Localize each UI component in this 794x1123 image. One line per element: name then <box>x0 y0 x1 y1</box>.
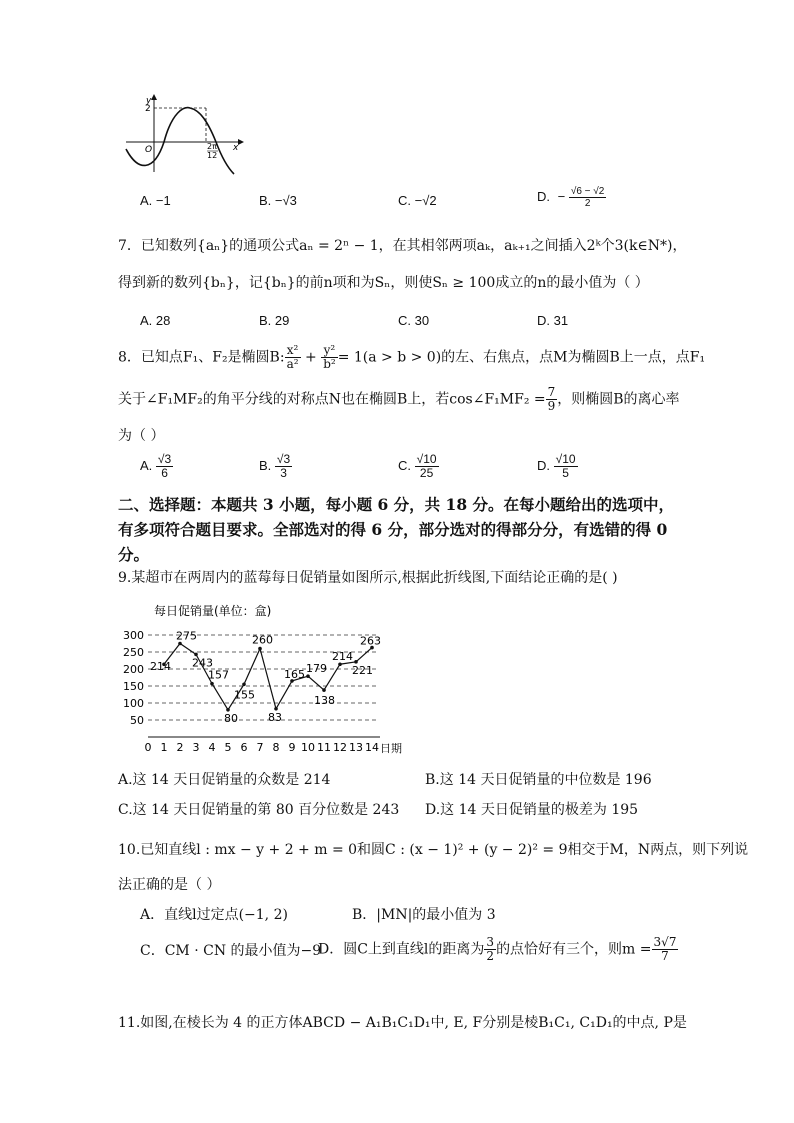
chart-data-label: 83 <box>268 710 282 724</box>
q10-d-frac-num: 3 <box>486 935 495 949</box>
q6-x-label: x <box>233 143 239 153</box>
chart-y-tick-label: 100 <box>123 697 144 710</box>
q7-line-1: 7．已知数列{aₙ}的通项公式aₙ = 2ⁿ − 1，在其相邻两项aₖ，aₖ₊₁之间插入2ᵏ个3(k∈N*)， <box>118 238 687 254</box>
q9-option-a: A.这 14 天日促销量的众数是 214 <box>118 772 331 788</box>
q8-x-den: a² <box>286 357 299 371</box>
chart-x-tick-label: 9 <box>288 741 296 754</box>
q10-option-d <box>318 936 678 963</box>
q10-line-1: 10.已知直线l : mx − y + 2 + m = 0和圆C : (x − 1)² + (y − 2)² = 9相交于M，N两点，则下列说 <box>118 842 749 858</box>
q8-option-a-den: 6 <box>161 466 168 480</box>
section-2-line-1: 二、选择题：本题共 3 小题，每小题 6 分，共 18 分。在每小题给出的选项中， <box>118 495 675 514</box>
q8-line-2b: ，则椭圆B的离心率 <box>557 391 680 408</box>
q6-option-d: D. − $\frac{√6 - √2}{2}$ <box>537 186 605 209</box>
q6-option-a: A. −1 <box>140 193 171 208</box>
chart-data-label: 165 <box>284 667 305 681</box>
q10-line-2: 法正确的是（ ） <box>118 877 221 893</box>
chart-x-tick-label: 5 <box>224 741 232 754</box>
q7-line-2: 得到新的数列{bₙ}，记{bₙ}的前n项和为Sₙ，则使Sₙ ≥ 100成立的n的最小值为（ ） <box>118 275 649 291</box>
q7-option-b: B. 29 <box>259 313 290 328</box>
q6-origin-label: O <box>145 145 153 155</box>
chart-point <box>210 682 214 686</box>
q8-option-d-label: D. <box>537 457 550 473</box>
q6-option-d-label: D. <box>537 188 550 204</box>
q10-option-d-b: 的点恰好有三个，则m = <box>496 941 652 958</box>
q9-line-chart <box>118 600 418 760</box>
q6-option-b: B. −√3 <box>259 193 297 208</box>
q9-option-d: D.这 14 天日促销量的极差为 195 <box>425 802 639 818</box>
chart-x-tick-label: 1 <box>160 741 168 754</box>
chart-point <box>322 688 326 692</box>
q8-option-b-num: √3 <box>276 452 291 466</box>
q8-option-d-num: √10 <box>555 452 576 466</box>
chart-x-tick-label: 10 <box>301 741 315 754</box>
q8-cos-den: 9 <box>547 399 556 413</box>
q7-option-a: A. 28 <box>140 313 171 328</box>
q8-option-d <box>537 453 578 480</box>
q8-line-1a: 8．已知点F₁、F₂是椭圆B: <box>118 349 285 366</box>
chart-data-label: 214 <box>150 660 171 674</box>
q6-option-c: C. −√2 <box>398 193 437 208</box>
q7-option-d: D. 31 <box>537 313 569 328</box>
section-2-line-2: 有多项符合题目要求。全部选对的得 6 分，部分选对的得部分分，有选错的得 0 <box>118 520 668 539</box>
q6-y-label: y <box>146 96 152 106</box>
q6-sine-curve <box>126 108 234 174</box>
chart-x-tick-label: 8 <box>272 741 280 754</box>
q8-y-num: y² <box>321 344 338 358</box>
chart-data-label: 138 <box>314 694 335 708</box>
q8-option-a <box>140 453 173 480</box>
chart-data-label: 80 <box>224 711 238 725</box>
q6-y-tick-label: 2 <box>145 104 151 114</box>
chart-data-label: 243 <box>192 656 213 670</box>
q10-option-a: A．直线l过定点(−1, 2) <box>140 907 288 923</box>
q6-x-tick-num: 2π <box>207 142 217 151</box>
q8-option-a-num: √3 <box>157 452 172 466</box>
q8-line-3: 为（ ） <box>118 428 165 444</box>
chart-y-tick-label: 250 <box>123 646 144 659</box>
q8-option-d-den: 5 <box>562 466 569 480</box>
q6-x-tick-den: 12 <box>207 151 218 160</box>
chart-title: 每日促销量(单位：盒) <box>154 604 272 618</box>
section-2-line-3: 分。 <box>118 545 150 564</box>
q8-cos-num: 7 <box>547 385 556 399</box>
chart-x-tick-label: 4 <box>208 741 216 754</box>
q10-option-c: C．CM · CN 的最小值为−9 <box>140 943 322 959</box>
q8-line-1: 8．已知点F₁、F₂是椭圆B: $\frac{\text{x²}}{\text{a²}}$ + $\frac{\text{y²}}{\text{b²}}$ = 1(a > b > 0)的左、右焦点，点M为椭圆B上一点，点F₁ <box>118 343 706 371</box>
chart-x-tick-label: 11 <box>317 741 331 754</box>
q6-sine-graph <box>118 92 248 177</box>
chart-data-label: 179 <box>306 662 327 676</box>
chart-y-tick-label: 50 <box>130 714 144 727</box>
q8-option-c-den: 25 <box>419 466 434 480</box>
q10-option-b: B．|MN|的最小值为 3 <box>352 907 496 923</box>
chart-data-label: 214 <box>332 650 353 664</box>
chart-point <box>242 683 246 687</box>
chart-point <box>258 647 262 651</box>
chart-data-label: 260 <box>252 633 273 647</box>
q8-option-c-num: √10 <box>416 452 437 466</box>
chart-x-tick-label: 7 <box>256 741 264 754</box>
q10-option-d-a: D．圆C上到直线l的距离为 <box>318 941 485 958</box>
q11-line-1: 11.如图,在棱长为 4 的正方体ABCD − A₁B₁C₁D₁中, E, F分别是棱B₁C₁, C₁D₁的中点, P是 <box>118 1015 687 1031</box>
chart-x-tick-label: 2 <box>176 741 184 754</box>
q8-y-den: b² <box>323 357 336 371</box>
chart-x-axis-label: 日期 <box>380 742 402 755</box>
q8-option-c <box>398 453 439 480</box>
q8-option-c-label: C. <box>398 457 411 473</box>
chart-x-tick-label: 13 <box>349 741 363 754</box>
q6-option-d-den: 2 <box>584 198 591 209</box>
q8-line-2a: 关于∠F₁MF₂的角平分线的对称点N也在椭圆B上，若cos∠F₁MF₂ = <box>118 391 546 408</box>
q8-option-b <box>259 453 292 480</box>
chart-x-tick-label: 3 <box>192 741 200 754</box>
chart-data-label: 155 <box>234 688 255 702</box>
chart-data-label: 221 <box>352 663 373 677</box>
chart-x-tick-label: 6 <box>240 741 248 754</box>
q7-option-c: C. 30 <box>398 313 430 328</box>
q10-d-frac-den: 2 <box>486 949 495 963</box>
chart-y-tick-label: 300 <box>123 629 144 642</box>
q8-option-b-label: B. <box>259 457 272 473</box>
chart-y-tick-label: 200 <box>123 663 144 676</box>
q8-x-num: x² <box>285 344 301 358</box>
q9-stem: 9.某超市在两周内的蓝莓每日促销量如图所示,根据此折线图,下面结论正确的是( ) <box>118 570 618 586</box>
q8-line-1b: = 1(a > b > 0)的左、右焦点，点M为椭圆B上一点，点F₁ <box>337 349 706 366</box>
q10-d-m-den: 7 <box>661 949 669 963</box>
q6-option-d-num: √6 − √2 <box>570 186 605 197</box>
q10-d-m-num: 3√7 <box>653 935 677 949</box>
chart-data-label: 263 <box>360 634 381 648</box>
q9-option-c: C.这 14 天日促销量的第 80 百分位数是 243 <box>118 802 400 818</box>
q8-option-a-label: A. <box>140 457 153 473</box>
chart-x-tick-label: 12 <box>333 741 347 754</box>
q8-line-2 <box>118 386 680 413</box>
chart-data-label: 157 <box>208 668 229 682</box>
chart-data-label: 275 <box>176 629 197 643</box>
q8-option-b-den: 3 <box>280 466 287 480</box>
chart-x-tick-label: 0 <box>144 741 152 754</box>
chart-x-tick-label: 14 <box>365 741 379 754</box>
q9-option-b: B.这 14 天日促销量的中位数是 196 <box>425 772 652 788</box>
chart-y-tick-label: 150 <box>123 680 144 693</box>
